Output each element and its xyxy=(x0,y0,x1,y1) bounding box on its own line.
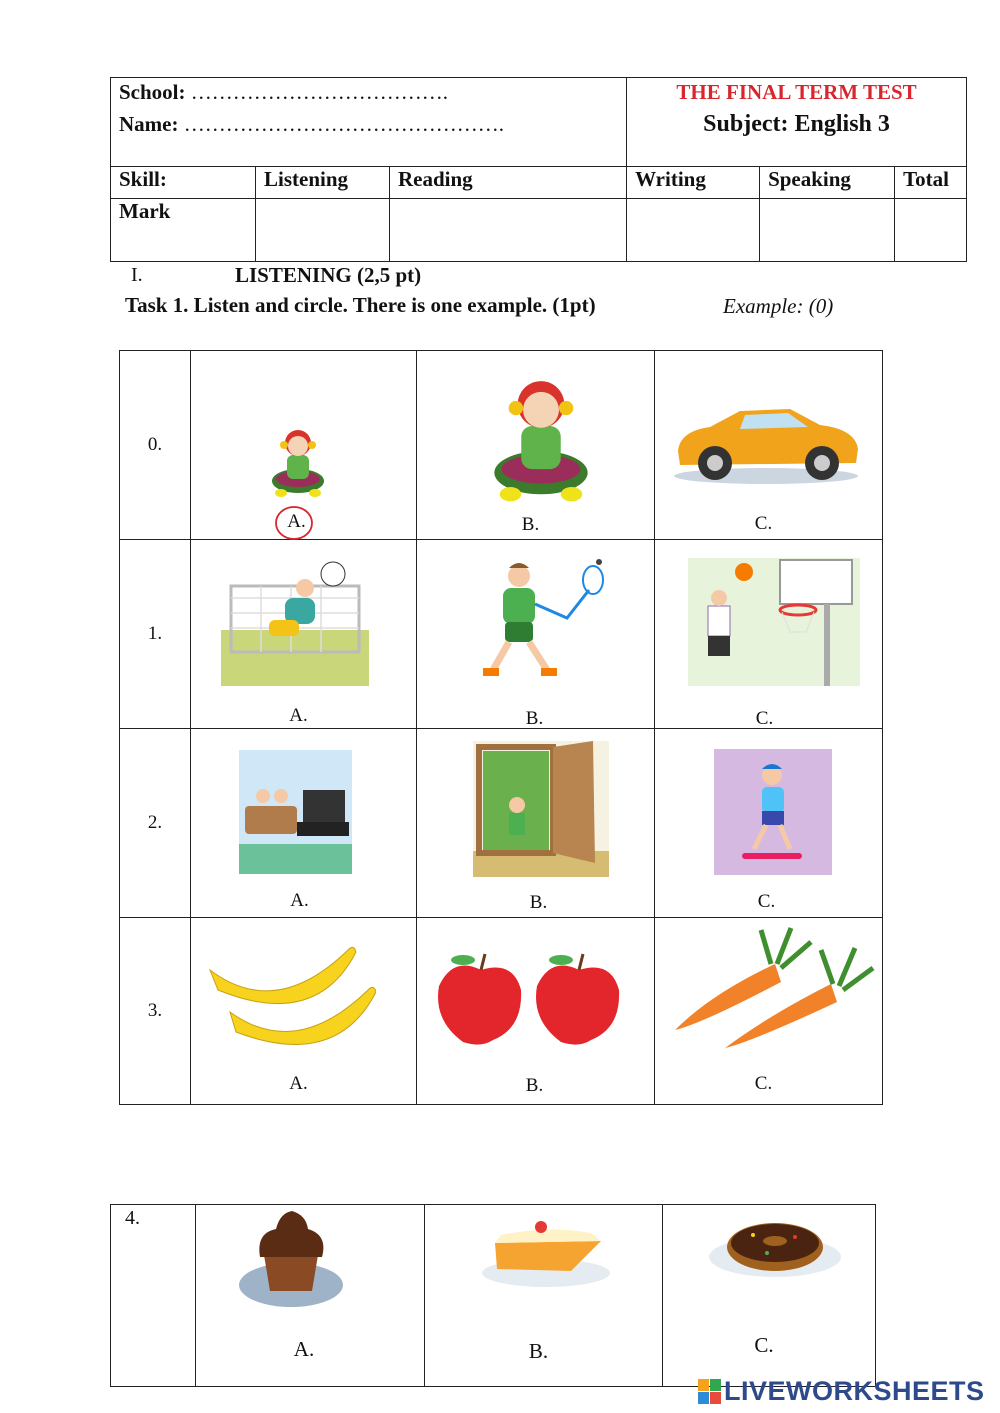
option-label: A. xyxy=(290,890,309,911)
column-speaking: Speaking xyxy=(760,167,895,199)
mark-writing[interactable] xyxy=(627,199,760,262)
option-cell[interactable] xyxy=(191,729,417,918)
watermark xyxy=(698,1376,985,1407)
option-label: A. xyxy=(289,1073,308,1094)
door-picture xyxy=(473,741,609,877)
question-number: 2. xyxy=(120,729,191,918)
option-cell[interactable] xyxy=(191,351,417,540)
option-cell[interactable] xyxy=(417,540,655,729)
option-cell[interactable] xyxy=(655,540,883,729)
option-label: A. xyxy=(287,511,306,532)
cupcake-picture xyxy=(236,1207,346,1313)
option-cell[interactable] xyxy=(191,918,417,1105)
car-picture xyxy=(670,391,862,486)
option-cell[interactable] xyxy=(191,540,417,729)
bananas-picture xyxy=(206,940,376,1048)
column-writing: Writing xyxy=(627,167,760,199)
skill-label: Skill: xyxy=(111,167,256,199)
task-instruction: Task 1. Listen and circle. There is one example. (1pt) xyxy=(125,293,596,317)
option-label: B. xyxy=(521,514,540,535)
school-label: School: xyxy=(119,80,186,104)
option-label: C. xyxy=(757,891,776,912)
column-total: Total xyxy=(895,167,967,199)
football-picture xyxy=(221,558,369,686)
option-cell[interactable] xyxy=(655,729,883,918)
column-reading: Reading xyxy=(390,167,627,199)
question-row xyxy=(120,729,883,918)
badminton-picture xyxy=(477,558,612,688)
option-cell[interactable] xyxy=(417,729,655,918)
skateboard-picture xyxy=(714,749,832,875)
question-number: 0. xyxy=(120,351,191,540)
option-label: C. xyxy=(754,1073,773,1094)
section-numeral: I. xyxy=(131,264,143,286)
question-row xyxy=(120,540,883,729)
doll-picture xyxy=(482,365,600,505)
option-label: A. xyxy=(289,705,308,726)
name-field[interactable]: ………………………………………. xyxy=(183,112,504,136)
question-row xyxy=(120,351,883,540)
option-cell[interactable] xyxy=(196,1205,425,1387)
question-number: 3. xyxy=(120,918,191,1105)
watermark-text: LIVEWORKSHEETS xyxy=(724,1376,985,1406)
watching-tv-picture xyxy=(239,750,352,874)
option-cell[interactable] xyxy=(417,918,655,1105)
cake-slice-picture xyxy=(481,1211,611,1291)
option-cell[interactable] xyxy=(655,351,883,540)
apples-picture xyxy=(433,950,623,1050)
mark-reading[interactable] xyxy=(390,199,627,262)
carrots-picture xyxy=(671,924,877,1052)
questions-table xyxy=(119,350,883,1105)
subject-title: Subject: English 3 xyxy=(703,111,890,137)
doll-picture xyxy=(267,421,329,499)
example-note: Example: (0) xyxy=(723,294,834,318)
name-label: Name: xyxy=(119,112,179,136)
option-label: B. xyxy=(525,1075,544,1096)
option-cell[interactable] xyxy=(655,918,883,1105)
question-4-table xyxy=(110,1204,876,1387)
answer-circle-icon xyxy=(274,506,314,540)
donut-picture xyxy=(707,1211,843,1281)
option-label: C. xyxy=(754,513,773,534)
option-label: B. xyxy=(529,892,548,913)
option-label: B. xyxy=(528,1339,549,1363)
school-field[interactable]: ………………………………. xyxy=(190,80,449,104)
option-label: A. xyxy=(293,1337,315,1361)
option-cell[interactable] xyxy=(663,1205,876,1387)
question-row xyxy=(111,1205,876,1387)
option-label: C. xyxy=(754,1333,774,1357)
option-cell[interactable] xyxy=(425,1205,663,1387)
option-label: C. xyxy=(755,708,774,729)
mark-label: Mark xyxy=(111,199,256,262)
test-title-cell xyxy=(627,78,967,167)
column-listening: Listening xyxy=(256,167,390,199)
question-number: 4. xyxy=(111,1205,196,1387)
option-cell[interactable] xyxy=(417,351,655,540)
mark-listening[interactable] xyxy=(256,199,390,262)
option-label: B. xyxy=(525,708,544,729)
mark-total[interactable] xyxy=(895,199,967,262)
test-title: THE FINAL TERM TEST xyxy=(676,80,917,104)
question-number: 1. xyxy=(120,540,191,729)
liveworksheets-logo-icon xyxy=(698,1379,722,1405)
header-table xyxy=(110,77,967,262)
student-info-cell xyxy=(111,78,627,167)
question-row xyxy=(120,918,883,1105)
section-title: LISTENING (2,5 pt) xyxy=(235,263,422,287)
mark-speaking[interactable] xyxy=(760,199,895,262)
basketball-picture xyxy=(688,558,860,686)
